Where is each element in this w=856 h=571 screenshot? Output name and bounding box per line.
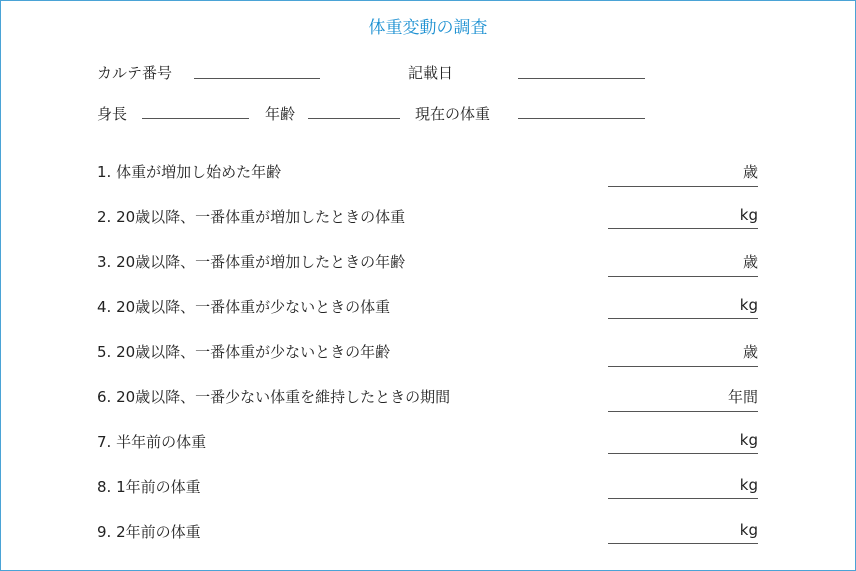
question-5-text: 5. 20歳以降、一番体重が少ないときの年齢: [97, 343, 391, 361]
question-7-text: 7. 半年前の体重: [97, 433, 207, 451]
question-6-answer-field[interactable]: 年間: [608, 386, 758, 412]
question-3-answer-field[interactable]: 歳: [608, 251, 758, 277]
question-1-answer-field[interactable]: 歳: [608, 161, 758, 187]
height-field[interactable]: [142, 118, 249, 119]
question-2-answer-field[interactable]: kg: [608, 206, 758, 229]
question-1-text: 1. 体重が増加し始めた年齢: [97, 163, 282, 181]
record-date-field[interactable]: [518, 78, 645, 79]
question-8-answer-field[interactable]: kg: [608, 476, 758, 499]
question-4-answer-field[interactable]: kg: [608, 296, 758, 319]
chart-number-label: カルテ番号: [97, 64, 173, 82]
question-3-text: 3. 20歳以降、一番体重が増加したときの年齢: [97, 253, 406, 271]
age-field[interactable]: [308, 118, 400, 119]
question-9-text: 9. 2年前の体重: [97, 523, 201, 541]
age-label: 年齢: [265, 105, 296, 123]
question-7-answer-field[interactable]: kg: [608, 431, 758, 454]
record-date-label: 記載日: [408, 64, 454, 82]
question-8-text: 8. 1年前の体重: [97, 478, 201, 496]
question-4-text: 4. 20歳以降、一番体重が少ないときの体重: [97, 298, 391, 316]
question-2-text: 2. 20歳以降、一番体重が増加したときの体重: [97, 208, 406, 226]
question-6-text: 6. 20歳以降、一番少ない体重を維持したときの期間: [97, 388, 451, 406]
question-9-answer-field[interactable]: kg: [608, 521, 758, 544]
current-weight-label: 現在の体重: [415, 105, 491, 123]
form-title: 体重変動の調査: [368, 18, 488, 38]
current-weight-field[interactable]: [518, 118, 645, 119]
chart-number-field[interactable]: [194, 78, 320, 79]
height-label: 身長: [97, 105, 128, 123]
question-5-answer-field[interactable]: 歳: [608, 341, 758, 367]
